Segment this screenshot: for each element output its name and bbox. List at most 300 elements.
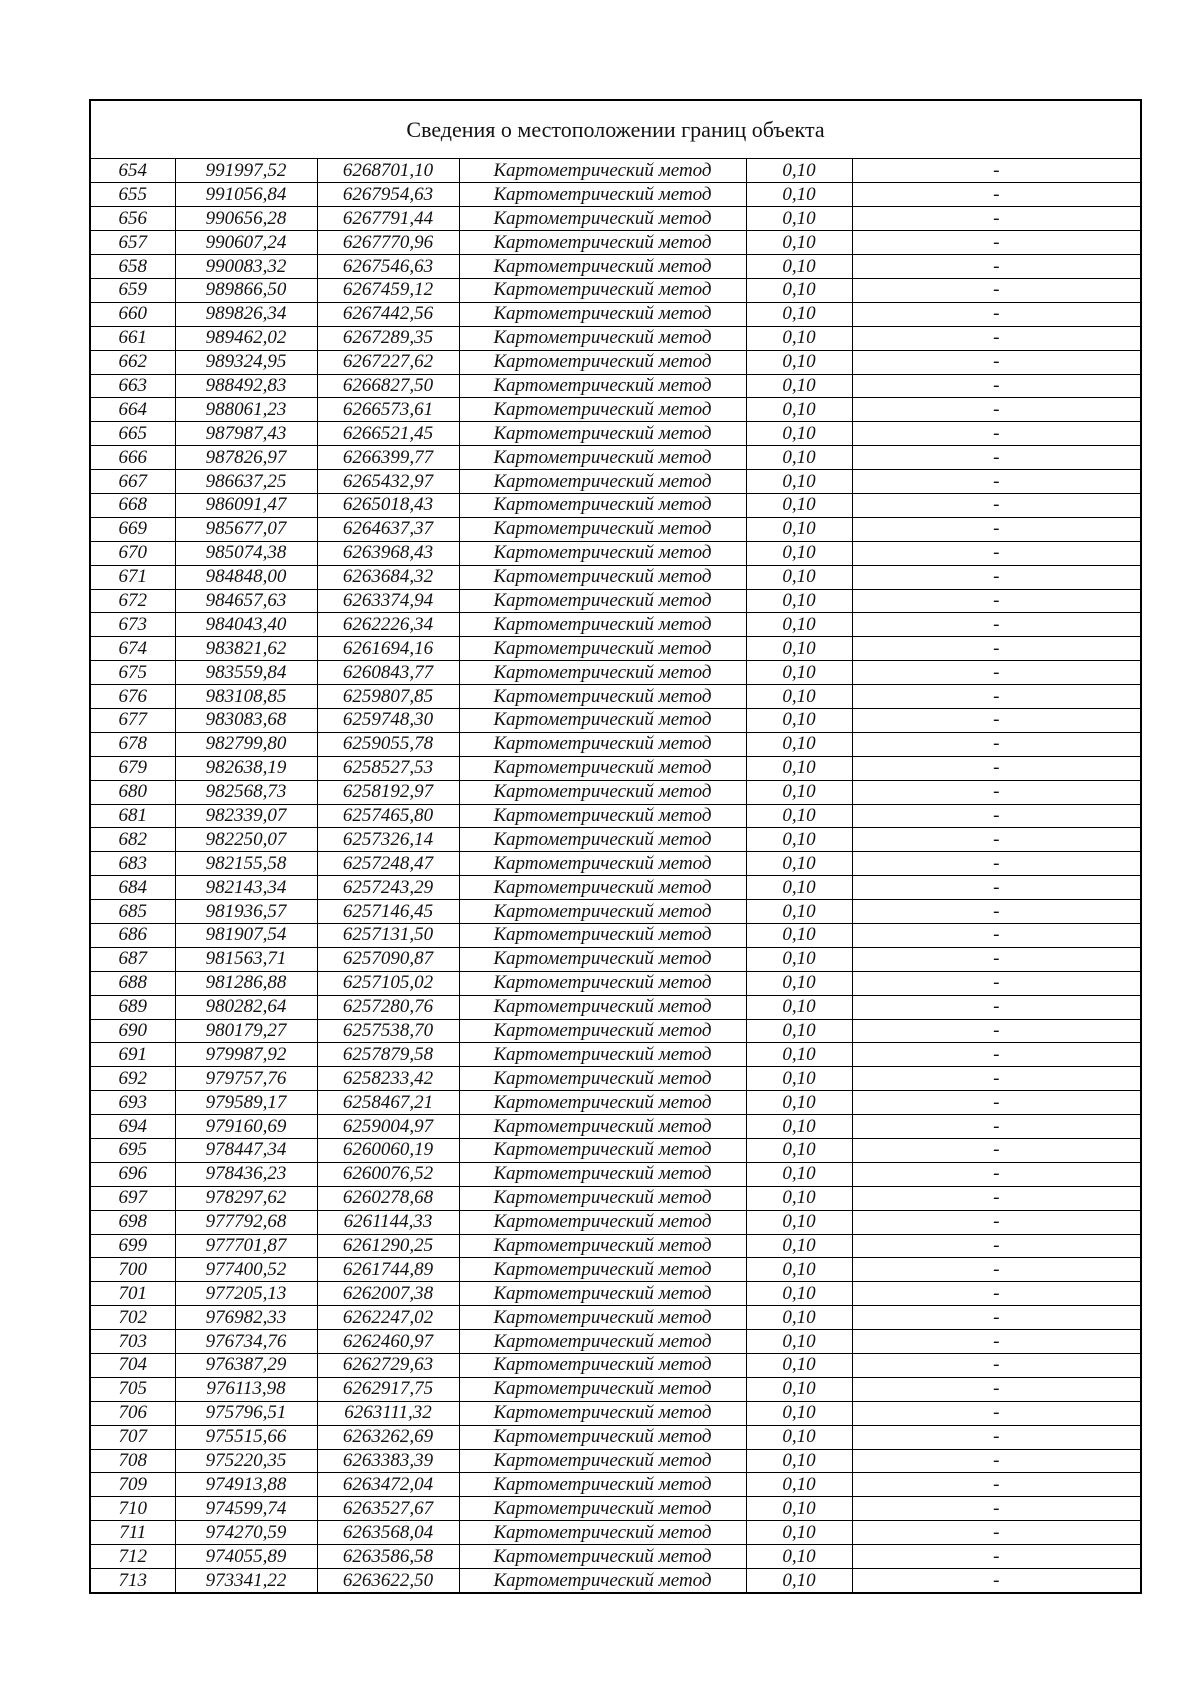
y-coordinate-cell: 6261144,33	[317, 1210, 459, 1234]
method-cell: Картометрический метод	[459, 1330, 746, 1354]
x-coordinate-cell: 986091,47	[175, 493, 317, 517]
method-cell: Картометрический метод	[459, 1521, 746, 1545]
method-cell: Картометрический метод	[459, 756, 746, 780]
method-cell: Картометрический метод	[459, 255, 746, 279]
point-number-cell: 698	[91, 1210, 175, 1234]
x-coordinate-cell: 982568,73	[175, 780, 317, 804]
accuracy-cell: 0,10	[746, 541, 852, 565]
accuracy-cell: 0,10	[746, 1091, 852, 1115]
description-cell: -	[852, 255, 1140, 279]
x-coordinate-cell: 989826,34	[175, 302, 317, 326]
y-coordinate-cell: 6267442,56	[317, 302, 459, 326]
method-cell: Картометрический метод	[459, 1115, 746, 1139]
accuracy-cell: 0,10	[746, 398, 852, 422]
accuracy-cell: 0,10	[746, 971, 852, 995]
accuracy-cell: 0,10	[746, 1234, 852, 1258]
description-cell: -	[852, 1186, 1140, 1210]
y-coordinate-cell: 6266399,77	[317, 446, 459, 470]
x-coordinate-cell: 977205,13	[175, 1282, 317, 1306]
x-coordinate-cell: 982250,07	[175, 828, 317, 852]
accuracy-cell: 0,10	[746, 1162, 852, 1186]
accuracy-cell: 0,10	[746, 661, 852, 685]
accuracy-cell: 0,10	[746, 589, 852, 613]
description-cell: -	[852, 278, 1140, 302]
y-coordinate-cell: 6266521,45	[317, 422, 459, 446]
method-cell: Картометрический метод	[459, 1091, 746, 1115]
description-cell: -	[852, 971, 1140, 995]
point-number-cell: 689	[91, 995, 175, 1019]
x-coordinate-cell: 985074,38	[175, 541, 317, 565]
y-coordinate-cell: 6257280,76	[317, 995, 459, 1019]
table-row	[91, 685, 1140, 709]
accuracy-cell: 0,10	[746, 350, 852, 374]
x-coordinate-cell: 982638,19	[175, 756, 317, 780]
table-row	[91, 1473, 1140, 1497]
point-number-cell: 709	[91, 1473, 175, 1497]
x-coordinate-cell: 987987,43	[175, 422, 317, 446]
point-number-cell: 663	[91, 374, 175, 398]
y-coordinate-cell: 6267791,44	[317, 207, 459, 231]
point-number-cell: 666	[91, 446, 175, 470]
y-coordinate-cell: 6268701,10	[317, 159, 459, 183]
x-coordinate-cell: 981286,88	[175, 971, 317, 995]
table-row	[91, 1162, 1140, 1186]
y-coordinate-cell: 6258527,53	[317, 756, 459, 780]
table-row	[91, 278, 1140, 302]
table-row	[91, 350, 1140, 374]
point-number-cell: 686	[91, 924, 175, 948]
point-number-cell: 697	[91, 1186, 175, 1210]
x-coordinate-cell: 974055,89	[175, 1545, 317, 1569]
method-cell: Картометрический метод	[459, 685, 746, 709]
table-row	[91, 183, 1140, 207]
y-coordinate-cell: 6262007,38	[317, 1282, 459, 1306]
method-cell: Картометрический метод	[459, 541, 746, 565]
point-number-cell: 668	[91, 493, 175, 517]
description-cell: -	[852, 900, 1140, 924]
x-coordinate-cell: 977400,52	[175, 1258, 317, 1282]
accuracy-cell: 0,10	[746, 637, 852, 661]
method-cell: Картометрический метод	[459, 613, 746, 637]
x-coordinate-cell: 985677,07	[175, 517, 317, 541]
table-row	[91, 1186, 1140, 1210]
point-number-cell: 703	[91, 1330, 175, 1354]
x-coordinate-cell: 975220,35	[175, 1449, 317, 1473]
description-cell: -	[993, 1569, 1000, 1591]
description-cell: -	[852, 159, 1140, 183]
accuracy-cell: 0,10	[746, 924, 852, 948]
point-number-cell: 693	[91, 1091, 175, 1115]
x-coordinate-cell: 974913,88	[175, 1473, 317, 1497]
y-coordinate-cell: 6263968,43	[317, 541, 459, 565]
accuracy-cell: 0,10	[746, 565, 852, 589]
description-cell: -	[852, 1162, 1140, 1186]
y-coordinate-cell: 6263472,04	[317, 1473, 459, 1497]
accuracy-cell: 0,10	[746, 1354, 852, 1378]
description-cell: -	[852, 995, 1140, 1019]
accuracy-cell: 0,10	[746, 900, 852, 924]
description-cell: -	[852, 756, 1140, 780]
point-number-cell: 691	[91, 1043, 175, 1067]
point-number-cell: 673	[91, 613, 175, 637]
x-coordinate-cell: 986637,25	[175, 470, 317, 494]
accuracy-cell: 0,10	[746, 255, 852, 279]
method-cell: Картометрический метод	[459, 1497, 746, 1521]
y-coordinate-cell: 6260278,68	[317, 1186, 459, 1210]
x-coordinate-cell: 979160,69	[175, 1115, 317, 1139]
y-coordinate-cell: 6262917,75	[317, 1377, 459, 1401]
point-number-cell: 687	[91, 947, 175, 971]
x-coordinate-cell: 988492,83	[175, 374, 317, 398]
table-row	[91, 900, 1140, 924]
x-coordinate-cell: 988061,23	[175, 398, 317, 422]
x-coordinate-cell: 990607,24	[175, 231, 317, 255]
y-coordinate-cell: 6267954,63	[317, 183, 459, 207]
description-cell: -	[852, 183, 1140, 207]
table-row	[91, 947, 1140, 971]
point-number-cell: 711	[91, 1521, 175, 1545]
method-cell: Картометрический метод	[459, 350, 746, 374]
y-coordinate-cell: 6257131,50	[317, 924, 459, 948]
method-cell: Картометрический метод	[459, 947, 746, 971]
table-row	[91, 446, 1140, 470]
accuracy-cell: 0,10	[746, 780, 852, 804]
accuracy-cell: 0,10	[746, 804, 852, 828]
description-cell: -	[852, 1282, 1140, 1306]
x-coordinate-cell: 977792,68	[175, 1210, 317, 1234]
point-number-cell: 669	[91, 517, 175, 541]
method-cell: Картометрический метод	[459, 517, 746, 541]
accuracy-cell: 0,10	[746, 374, 852, 398]
accuracy-cell: 0,10	[746, 756, 852, 780]
table-row	[91, 852, 1140, 876]
table-row	[91, 637, 1140, 661]
table-row	[91, 517, 1140, 541]
point-number-cell: 701	[91, 1282, 175, 1306]
y-coordinate-cell: 6257465,80	[317, 804, 459, 828]
description-cell: -	[852, 1449, 1140, 1473]
accuracy-cell: 0,10	[746, 446, 852, 470]
x-coordinate-cell: 984848,00	[175, 565, 317, 589]
method-cell: Картометрический метод	[459, 1162, 746, 1186]
y-coordinate-cell: 6257090,87	[317, 947, 459, 971]
table-row	[91, 398, 1140, 422]
method-cell: Картометрический метод	[459, 278, 746, 302]
x-coordinate-cell: 990656,28	[175, 207, 317, 231]
accuracy-cell: 0,10	[746, 828, 852, 852]
y-coordinate-cell: 6259748,30	[317, 708, 459, 732]
accuracy-cell: 0,10	[746, 1139, 852, 1163]
accuracy-cell: 0,10	[746, 1569, 852, 1593]
point-number-cell: 700	[91, 1258, 175, 1282]
description-cell: -	[852, 517, 1140, 541]
x-coordinate-cell: 979987,92	[175, 1043, 317, 1067]
method-cell: Картометрический метод	[459, 900, 746, 924]
point-number-cell: 664	[91, 398, 175, 422]
method-cell: Картометрический метод	[459, 1354, 746, 1378]
method-cell: Картометрический метод	[459, 732, 746, 756]
y-coordinate-cell: 6260076,52	[317, 1162, 459, 1186]
point-number-cell: 688	[91, 971, 175, 995]
accuracy-cell: 0,10	[746, 183, 852, 207]
description-cell: -	[852, 1091, 1140, 1115]
accuracy-cell: 0,10	[746, 732, 852, 756]
accuracy-cell: 0,10	[746, 278, 852, 302]
accuracy-cell: 0,10	[746, 876, 852, 900]
point-number-cell: 661	[91, 326, 175, 350]
accuracy-cell: 0,10	[746, 326, 852, 350]
point-number-cell: 706	[91, 1401, 175, 1425]
y-coordinate-cell: 6263684,32	[317, 565, 459, 589]
method-cell: Картометрический метод	[459, 637, 746, 661]
table-row	[91, 1497, 1140, 1521]
y-coordinate-cell: 6262729,63	[317, 1354, 459, 1378]
x-coordinate-cell: 979757,76	[175, 1067, 317, 1091]
accuracy-cell: 0,10	[746, 1067, 852, 1091]
y-coordinate-cell: 6267459,12	[317, 278, 459, 302]
y-coordinate-cell: 6259004,97	[317, 1115, 459, 1139]
point-number-cell: 695	[91, 1139, 175, 1163]
method-cell: Картометрический метод	[459, 1186, 746, 1210]
table-row	[91, 302, 1140, 326]
method-cell: Картометрический метод	[459, 804, 746, 828]
y-coordinate-cell: 6257879,58	[317, 1043, 459, 1067]
table-row	[91, 1139, 1140, 1163]
point-number-cell: 665	[91, 422, 175, 446]
point-number-cell: 655	[91, 183, 175, 207]
description-cell: -	[852, 780, 1140, 804]
y-coordinate-cell: 6263262,69	[317, 1425, 459, 1449]
point-number-cell: 679	[91, 756, 175, 780]
y-coordinate-cell: 6263622,50	[317, 1569, 459, 1593]
point-number-cell: 657	[91, 231, 175, 255]
point-number-cell: 678	[91, 732, 175, 756]
accuracy-cell: 0,10	[746, 1186, 852, 1210]
y-coordinate-cell: 6265018,43	[317, 493, 459, 517]
x-coordinate-cell: 983821,62	[175, 637, 317, 661]
description-cell: -	[852, 852, 1140, 876]
accuracy-cell: 0,10	[746, 517, 852, 541]
x-coordinate-cell: 990083,32	[175, 255, 317, 279]
description-cell: -	[852, 422, 1140, 446]
accuracy-cell: 0,10	[746, 1449, 852, 1473]
x-coordinate-cell: 987826,97	[175, 446, 317, 470]
description-cell: -	[852, 1210, 1140, 1234]
y-coordinate-cell: 6261290,25	[317, 1234, 459, 1258]
x-coordinate-cell: 975796,51	[175, 1401, 317, 1425]
description-cell: -	[852, 924, 1140, 948]
x-coordinate-cell: 991997,52	[175, 159, 317, 183]
accuracy-cell: 0,10	[746, 1019, 852, 1043]
method-cell: Картометрический метод	[459, 924, 746, 948]
method-cell: Картометрический метод	[459, 326, 746, 350]
y-coordinate-cell: 6257105,02	[317, 971, 459, 995]
y-coordinate-cell: 6266827,50	[317, 374, 459, 398]
accuracy-cell: 0,10	[746, 159, 852, 183]
table-row	[91, 1377, 1140, 1401]
y-coordinate-cell: 6262247,02	[317, 1306, 459, 1330]
description-cell: -	[852, 708, 1140, 732]
method-cell: Картометрический метод	[459, 1210, 746, 1234]
y-coordinate-cell: 6267770,96	[317, 231, 459, 255]
method-cell: Картометрический метод	[459, 493, 746, 517]
x-coordinate-cell: 982799,80	[175, 732, 317, 756]
y-coordinate-cell: 6263568,04	[317, 1521, 459, 1545]
table-row	[91, 326, 1140, 350]
y-coordinate-cell: 6257326,14	[317, 828, 459, 852]
x-coordinate-cell: 984043,40	[175, 613, 317, 637]
x-coordinate-cell: 982339,07	[175, 804, 317, 828]
x-coordinate-cell: 982155,58	[175, 852, 317, 876]
accuracy-cell: 0,10	[746, 1115, 852, 1139]
accuracy-cell: 0,10	[746, 1497, 852, 1521]
y-coordinate-cell: 6260060,19	[317, 1139, 459, 1163]
y-coordinate-cell: 6259055,78	[317, 732, 459, 756]
x-coordinate-cell: 976113,98	[175, 1377, 317, 1401]
table-row	[91, 924, 1140, 948]
x-coordinate-cell: 981907,54	[175, 924, 317, 948]
method-cell: Картометрический метод	[459, 1569, 746, 1593]
description-cell: -	[852, 804, 1140, 828]
table-row	[91, 613, 1140, 637]
table-row	[91, 1019, 1140, 1043]
x-coordinate-cell: 981563,71	[175, 947, 317, 971]
y-coordinate-cell: 6267227,62	[317, 350, 459, 374]
x-coordinate-cell: 979589,17	[175, 1091, 317, 1115]
table-row	[91, 1043, 1140, 1067]
x-coordinate-cell: 974270,59	[175, 1521, 317, 1545]
accuracy-cell: 0,10	[746, 1306, 852, 1330]
method-cell: Картометрический метод	[459, 231, 746, 255]
accuracy-cell: 0,10	[746, 947, 852, 971]
method-cell: Картометрический метод	[459, 1139, 746, 1163]
accuracy-cell: 0,10	[746, 1282, 852, 1306]
table-row	[91, 231, 1140, 255]
table-row	[91, 1330, 1140, 1354]
method-cell: Картометрический метод	[459, 1306, 746, 1330]
description-cell: -	[852, 1019, 1140, 1043]
description-cell: -	[852, 661, 1140, 685]
x-coordinate-cell: 989324,95	[175, 350, 317, 374]
method-cell: Картометрический метод	[459, 1258, 746, 1282]
table-row	[91, 756, 1140, 780]
method-cell: Картометрический метод	[459, 302, 746, 326]
point-number-cell: 680	[91, 780, 175, 804]
y-coordinate-cell: 6257243,29	[317, 876, 459, 900]
x-coordinate-cell: 981936,57	[175, 900, 317, 924]
accuracy-cell: 0,10	[746, 1545, 852, 1569]
point-number-cell: 702	[91, 1306, 175, 1330]
point-number-cell: 660	[91, 302, 175, 326]
method-cell: Картометрический метод	[459, 852, 746, 876]
y-coordinate-cell: 6267546,63	[317, 255, 459, 279]
method-cell: Картометрический метод	[459, 708, 746, 732]
description-cell: -	[852, 1234, 1140, 1258]
description-cell: -	[852, 1067, 1140, 1091]
method-cell: Картометрический метод	[459, 971, 746, 995]
description-cell: -	[852, 541, 1140, 565]
description-cell: -	[852, 1401, 1140, 1425]
table-row	[91, 374, 1140, 398]
y-coordinate-cell: 6263374,94	[317, 589, 459, 613]
y-coordinate-cell: 6257538,70	[317, 1019, 459, 1043]
table-row	[91, 1401, 1140, 1425]
method-cell: Картометрический метод	[459, 422, 746, 446]
table-row	[91, 565, 1140, 589]
point-number-cell: 659	[91, 278, 175, 302]
description-cell: -	[852, 1545, 1140, 1569]
y-coordinate-cell: 6263527,67	[317, 1497, 459, 1521]
x-coordinate-cell: 975515,66	[175, 1425, 317, 1449]
x-coordinate-cell: 980179,27	[175, 1019, 317, 1043]
point-number-cell: 656	[91, 207, 175, 231]
x-coordinate-cell: 976734,76	[175, 1330, 317, 1354]
description-cell: -	[852, 207, 1140, 231]
description-cell: -	[852, 374, 1140, 398]
point-number-cell: 707	[91, 1425, 175, 1449]
table-row	[91, 589, 1140, 613]
description-cell: -	[852, 446, 1140, 470]
point-number-cell: 676	[91, 685, 175, 709]
y-coordinate-cell: 6262460,97	[317, 1330, 459, 1354]
point-number-cell: 705	[91, 1377, 175, 1401]
y-coordinate-cell: 6261694,16	[317, 637, 459, 661]
x-coordinate-cell: 973341,22	[175, 1569, 317, 1593]
method-cell: Картометрический метод	[459, 1545, 746, 1569]
method-cell: Картометрический метод	[459, 661, 746, 685]
accuracy-cell: 0,10	[746, 231, 852, 255]
coordinates-table-body	[91, 159, 1140, 1592]
description-cell: -	[852, 876, 1140, 900]
point-number-cell: 692	[91, 1067, 175, 1091]
x-coordinate-cell: 977701,87	[175, 1234, 317, 1258]
method-cell: Картометрический метод	[459, 1377, 746, 1401]
point-number-cell: 662	[91, 350, 175, 374]
accuracy-cell: 0,10	[746, 1330, 852, 1354]
x-coordinate-cell: 978447,34	[175, 1139, 317, 1163]
point-number-cell: 674	[91, 637, 175, 661]
description-cell: -	[852, 1115, 1140, 1139]
accuracy-cell: 0,10	[746, 493, 852, 517]
accuracy-cell: 0,10	[746, 1473, 852, 1497]
description-cell: -	[852, 1354, 1140, 1378]
y-coordinate-cell: 6267289,35	[317, 326, 459, 350]
table-row	[91, 1067, 1140, 1091]
method-cell: Картометрический метод	[459, 995, 746, 1019]
description-cell: -	[852, 732, 1140, 756]
table-row	[91, 971, 1140, 995]
method-cell: Картометрический метод	[459, 1043, 746, 1067]
method-cell: Картометрический метод	[459, 470, 746, 494]
accuracy-cell: 0,10	[746, 1425, 852, 1449]
point-number-cell: 654	[91, 159, 175, 183]
accuracy-cell: 0,10	[746, 995, 852, 1019]
description-cell: -	[852, 302, 1140, 326]
accuracy-cell: 0,10	[746, 685, 852, 709]
accuracy-cell: 0,10	[746, 1521, 852, 1545]
table-row	[91, 159, 1140, 183]
accuracy-cell: 0,10	[746, 613, 852, 637]
description-cell: -	[852, 1425, 1140, 1449]
description-cell: -	[852, 470, 1140, 494]
method-cell: Картометрический метод	[459, 398, 746, 422]
accuracy-cell: 0,10	[746, 302, 852, 326]
description-cell: -	[852, 565, 1140, 589]
y-coordinate-cell: 6259807,85	[317, 685, 459, 709]
table-title: Сведения о местоположении границ объекта	[91, 101, 1140, 159]
description-cell: -	[852, 1043, 1140, 1067]
description-cell: -	[852, 828, 1140, 852]
